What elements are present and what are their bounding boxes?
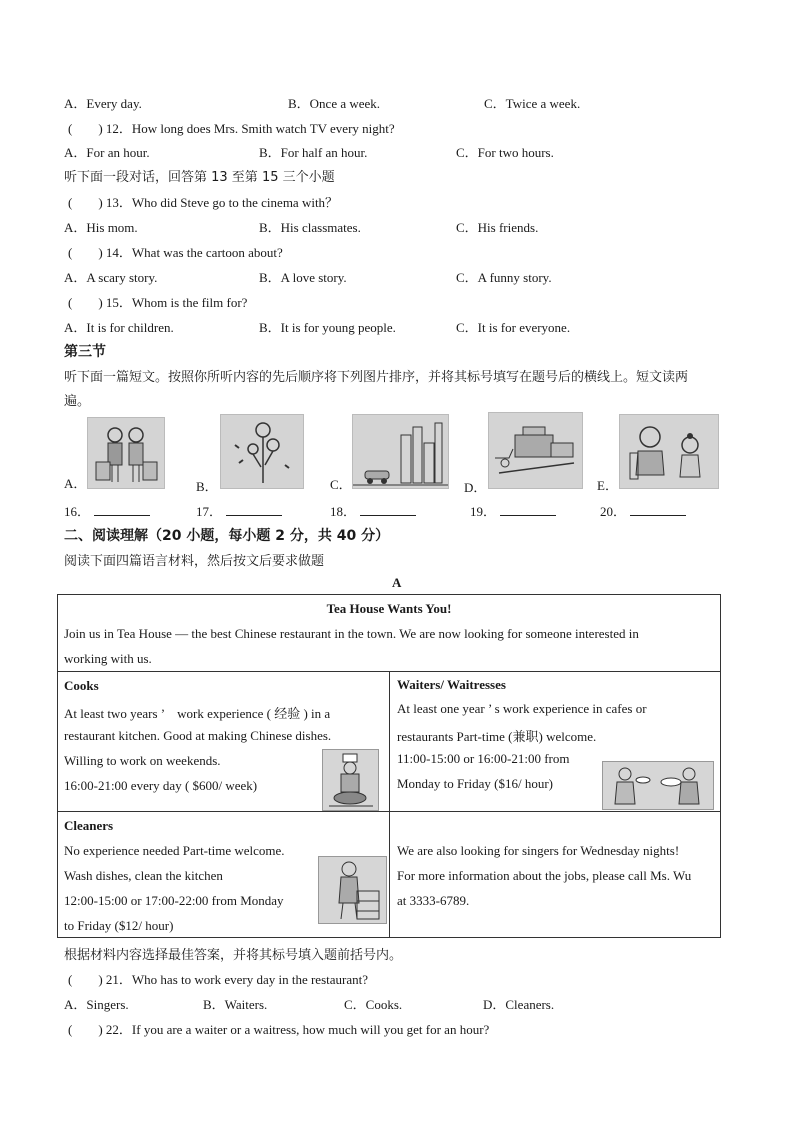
- q14-stem: ( ) 14．What was the cartoon about?: [68, 245, 283, 260]
- answer-17: 17．: [196, 501, 282, 520]
- after-ad-instruction: 根据材料内容选择最佳答案，并将其标号填入题前括号内。: [64, 948, 403, 963]
- train-station-picture: [488, 412, 583, 489]
- q21-option-d: D．Cleaners.: [483, 997, 555, 1012]
- q12-option-c: C．For two hours.: [456, 145, 554, 160]
- cleaners-line1: No experience needed Part-time welcome.: [64, 843, 285, 858]
- answer-18-blank[interactable]: [360, 503, 416, 516]
- q12-option-a: A．For an hour.: [64, 145, 150, 160]
- cooks-line3: Willing to work on weekends.: [64, 753, 221, 768]
- answer-20-blank[interactable]: [630, 503, 686, 516]
- q12-stem: ( ) 12．How long does Mrs. Smith watch TV every night?: [68, 121, 395, 136]
- cooks-line2: restaurant kitchen. Good at making Chinese dishes.: [64, 728, 332, 743]
- waiters-line4: Monday to Friday ($16/ hour): [397, 776, 553, 791]
- chef-icon: [322, 749, 379, 811]
- waiters-line2: restaurants Part-time (兼职) welcome.: [397, 729, 597, 744]
- waiters-cell: [390, 671, 720, 812]
- q13-option-b: B．His classmates.: [259, 220, 361, 235]
- q21-option-c: C．Cooks.: [344, 997, 403, 1012]
- cleaners-cell: [58, 812, 390, 937]
- singers-line1: We are also looking for singers for Wednesday nights!: [397, 843, 680, 858]
- cleaners-line2: Wash dishes, clean the kitchen: [64, 868, 223, 883]
- flowers-picture: [220, 414, 304, 489]
- picture-label-b: B．: [196, 479, 218, 494]
- passage-label: A: [392, 575, 402, 590]
- waiters-title: Waiters/ Waitresses: [397, 677, 506, 692]
- cleaners-line4: to Friday ($12/ hour): [64, 918, 174, 933]
- q21-stem: ( ) 21．Who has to work every day in the restaurant?: [68, 972, 368, 987]
- q14-option-b: B．A love story.: [259, 270, 347, 285]
- q12-option-b: B．For half an hour.: [259, 145, 368, 160]
- grandparents-picture: [619, 414, 719, 489]
- ad-title: Tea House Wants You!: [326, 601, 452, 616]
- q11-option-a: A．Every day.: [64, 96, 142, 111]
- answer-16-blank[interactable]: [94, 503, 150, 516]
- picture-label-d: D．: [464, 480, 487, 495]
- singers-cell: [390, 812, 720, 937]
- part2-heading: 二、阅读理解（20 小题，每小题 2 分，共 40 分）: [64, 528, 390, 544]
- part2-intro: 阅读下面四篇语言材料，然后按文后要求做题: [64, 554, 325, 569]
- q15-stem: ( ) 15．Whom is the film for?: [68, 295, 248, 310]
- answer-16: 16．: [64, 501, 150, 520]
- picture-label-e: E．: [597, 478, 618, 493]
- cooks-line1: At least two years ’ work experience ( 经验 ) in a: [64, 706, 331, 721]
- q11-option-c: C．Twice a week.: [484, 96, 581, 111]
- q13-option-c: C．His friends.: [456, 220, 539, 235]
- q11-option-b: B．Once a week.: [288, 96, 381, 111]
- cleaners-title: Cleaners: [64, 818, 114, 833]
- q13-stem: ( ) 13．Who did Steve go to the cinema with？: [68, 195, 339, 210]
- dialogue-intro: 听下面一段对话，回答第 13 至第 15 三个小题: [64, 170, 335, 185]
- q14-option-a: A．A scary story.: [64, 270, 158, 285]
- section3-title: 第三节: [64, 344, 106, 360]
- q21-option-a: A．Singers.: [64, 997, 129, 1012]
- q15-option-a: A．It is for children.: [64, 320, 174, 335]
- answer-17-blank[interactable]: [226, 503, 282, 516]
- q14-option-c: C．A funny story.: [456, 270, 552, 285]
- q13-option-a: A．His mom.: [64, 220, 138, 235]
- waiters-line1: At least one year ’ s work experience in cafes or: [397, 701, 647, 716]
- answer-18: 18．: [330, 501, 416, 520]
- answer-19: 19．: [470, 501, 556, 520]
- cooks-cell: [58, 671, 390, 812]
- ad-intro-line1: Join us in Tea House — the best Chinese restaurant in the town. We are now looking for someone interested in: [64, 626, 639, 641]
- ad-intro-line2: working with us.: [64, 651, 152, 666]
- waiters-line3: 11:00-15:00 or 16:00-21:00 from: [397, 751, 570, 766]
- city-buildings-picture: [352, 414, 449, 489]
- picture-label-a: A．: [64, 476, 87, 491]
- picture-label-c: C．: [330, 477, 352, 492]
- answer-20: 20．: [600, 501, 686, 520]
- section3-instruction-line1: 听下面一篇短文。按照你所听内容的先后顺序将下列图片排序，并将其标号填写在题号后的横线上。短文读两: [64, 370, 689, 385]
- q15-option-b: B．It is for young people.: [259, 320, 396, 335]
- q21-option-b: B．Waiters.: [203, 997, 268, 1012]
- cleaner-icon: [318, 856, 387, 924]
- section3-instruction-line2: 遍。: [64, 394, 91, 409]
- waiters-icon: [602, 761, 714, 810]
- q22-stem: ( ) 22．If you are a waiter or a waitress, how much will you get for an hour?: [68, 1022, 490, 1037]
- travellers-with-luggage-picture: [87, 417, 165, 489]
- cooks-title: Cooks: [64, 678, 99, 693]
- answer-19-blank[interactable]: [500, 503, 556, 516]
- q15-option-c: C．It is for everyone.: [456, 320, 571, 335]
- ad-header-row: [58, 595, 720, 672]
- job-ad-table: [57, 594, 721, 938]
- cleaners-line3: 12:00-15:00 or 17:00-22:00 from Monday: [64, 893, 284, 908]
- singers-line3: at 3333-6789.: [397, 893, 470, 908]
- singers-line2: For more information about the jobs, please call Ms. Wu: [397, 868, 692, 883]
- cooks-line4: 16:00-21:00 every day ( $600/ week): [64, 778, 258, 793]
